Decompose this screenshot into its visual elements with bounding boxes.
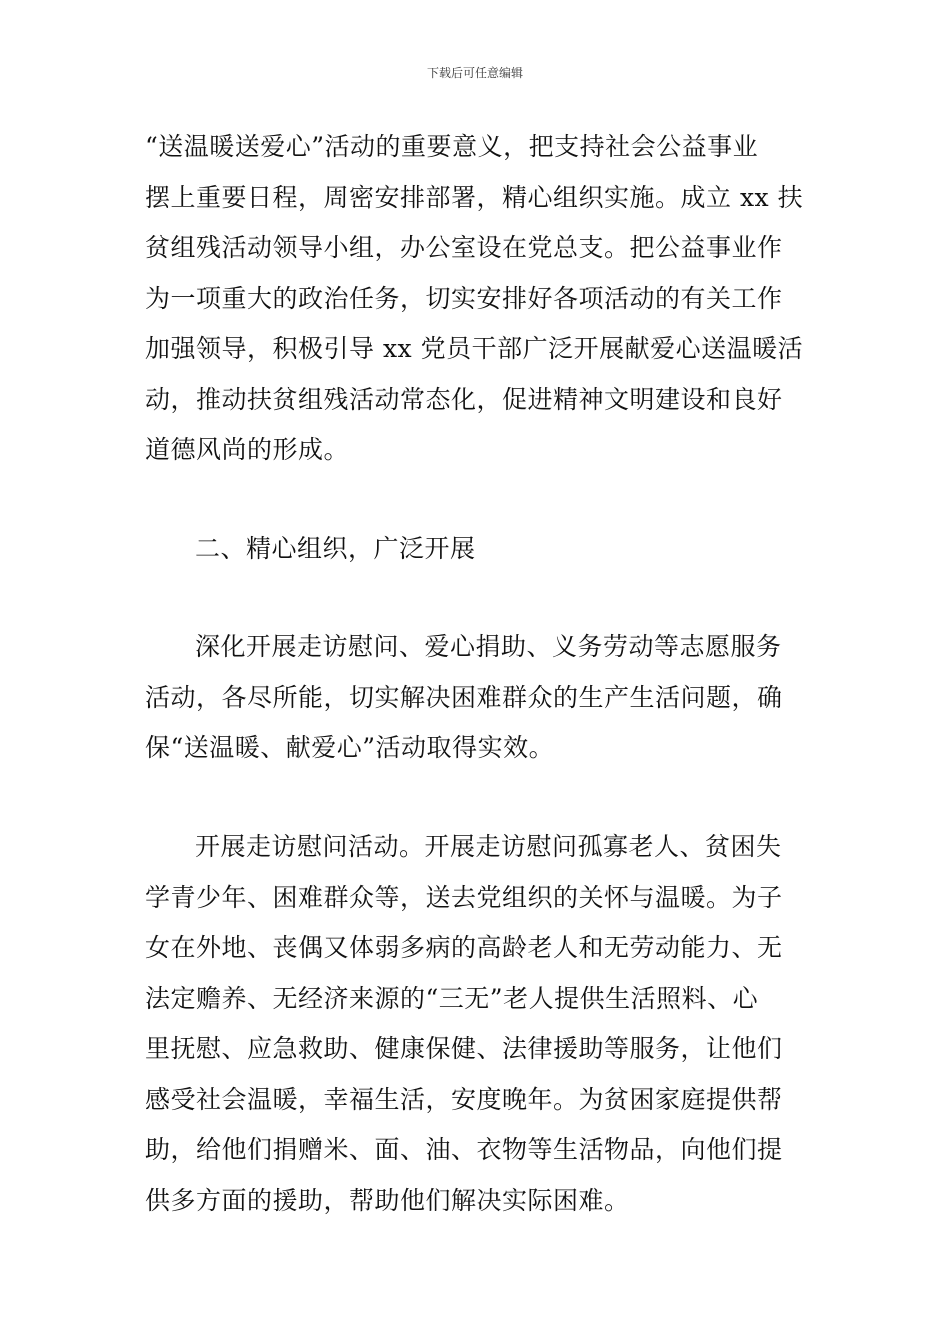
text-line: 深化开展走访慰问、爱心捐助、义务劳动等志愿服务	[195, 632, 782, 661]
text-line: 学青少年、困难群众等，送去党组织的关怀与温暖。为子	[145, 882, 783, 912]
text-line: 感受社会温暖，幸福生活，安度晚年。为贫困家庭提供帮	[145, 1084, 783, 1114]
text-line: 法定赡养、无经济来源的“三无”老人提供生活照料、心	[145, 983, 759, 1013]
text-line: 加强领导，积极引导 xx 党员干部广泛开展献爱心送温暖活	[145, 334, 804, 363]
page-header-note: 下载后可任意编辑	[426, 66, 523, 80]
heading-text: 二、精心组织，广泛开展	[195, 534, 476, 563]
text-line: 里抚慰、应急救助、健康保健、法律援助等服务，让他们	[145, 1034, 783, 1063]
text-line: 女在外地、丧偶又体弱多病的高龄老人和无劳动能力、无	[145, 933, 783, 962]
text-line: 开展走访慰问活动。开展走访慰问孤寡老人、贫困失	[195, 832, 782, 861]
text-line: 摆上重要日程，周密安排部署，精心组织实施。成立 xx 扶	[145, 182, 804, 212]
paragraph-4	[145, 822, 810, 1226]
text-line: “送温暖送爱心”活动的重要意义，把支持社会公益事业	[145, 132, 759, 161]
text-line: 活动，各尽所能，切实解决困难群众的生产生活问题，确	[145, 682, 783, 712]
text-line: 道德风尚的形成。	[145, 435, 350, 464]
text-line: 助，给他们捐赠米、面、油、衣物等生活物品，向他们提	[145, 1135, 783, 1164]
text-line: 供多方面的援助，帮助他们解决实际困难。	[145, 1185, 630, 1215]
paragraph-1	[145, 122, 810, 476]
text-line: 为一项重大的政治任务，切实安排好各项活动的有关工作	[145, 283, 783, 313]
text-line: 保“送温暖、献爱心”活动取得实效。	[145, 733, 555, 762]
section-heading	[145, 524, 810, 575]
paragraph-3	[145, 622, 810, 774]
text-line: 贫组残活动领导小组，办公室设在党总支。把公益事业作	[145, 233, 783, 262]
text-line: 动，推动扶贫组残活动常态化，促进精神文明建设和良好	[145, 384, 783, 414]
